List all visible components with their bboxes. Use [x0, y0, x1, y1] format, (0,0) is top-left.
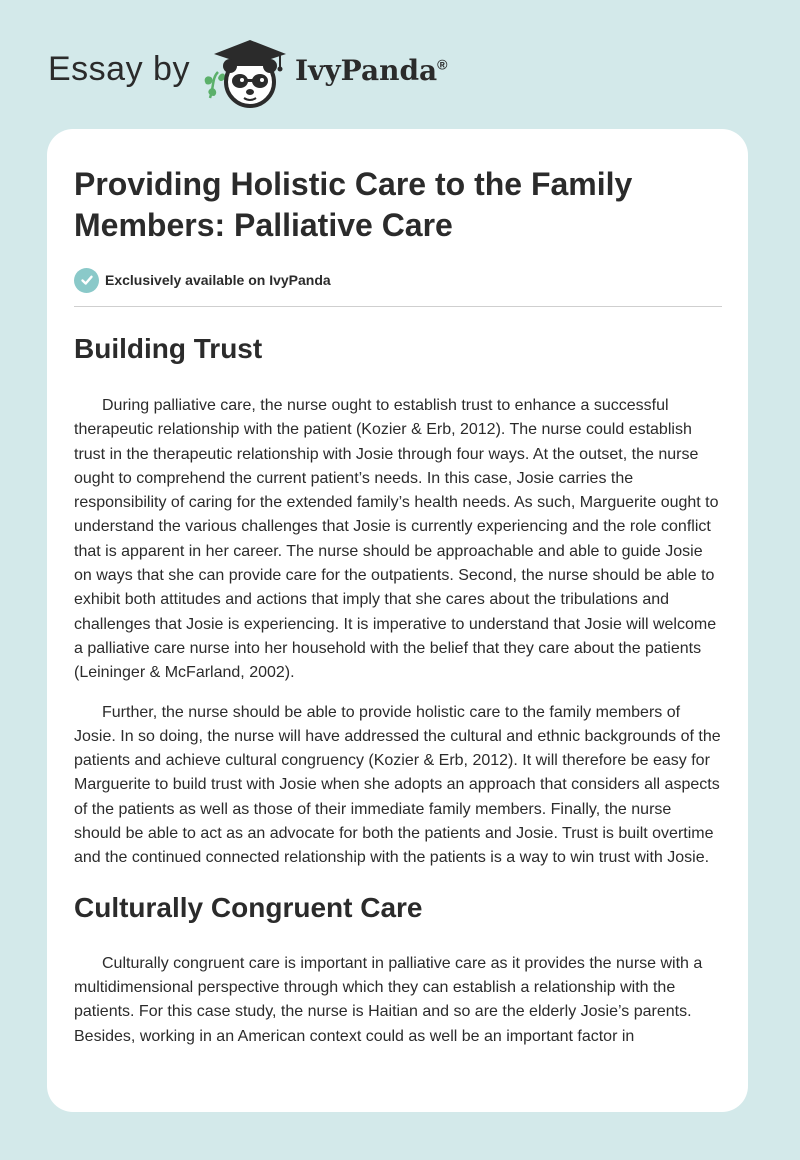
brand-name[interactable]: IvyPanda®: [295, 54, 448, 87]
section-culturally-congruent-care: [74, 891, 722, 1049]
panda-logo-icon[interactable]: [200, 38, 290, 110]
paragraph: Further, the nurse should be able to provide holistic care to the family members of Josie. In so doing, the nurse will have addressed the cultural and ethnic backgrounds of the patients and achieve cultural congruency (Kozier & Erb, 2012). It will therefore be easy for Marguerite to build trust with Josie when she adopts an approach that considers all aspects of the patients as well as those of their immediate family members. Finally, the nurse should be able to act as an advocate for both the patients and Josie. Trust is built overtime and the continued connected relationship with the patients is a way to win trust with Josie.: [74, 703, 721, 867]
section-building-trust: [74, 332, 722, 871]
page-title: Providing Holistic Care to the Family Members: Palliative Care: [74, 166, 633, 243]
registered-mark: ®: [437, 56, 448, 73]
check-icon: [74, 268, 99, 293]
exclusive-badge: [74, 266, 722, 294]
section-heading: Culturally Congruent Care: [74, 891, 423, 923]
badge-label: Exclusively available on IvyPanda: [105, 272, 331, 288]
paragraph: Culturally congruent care is important in palliative care as it provides the nurse with a multidimensional perspective through which they can establish a relationship with the patients. For this case study, the nurse is Haitian and so are the elderly Josie’s parents. Besides, working in an American context could as well be an important factor in: [74, 954, 703, 1045]
brand-header: [46, 38, 466, 110]
divider: [74, 306, 722, 307]
paragraph: During palliative care, the nurse ought to establish trust to enhance a successful therapeutic relationship with the patient (Kozier & Erb, 2012). The nurse could establish trust in the therapeutic relationship with Josie through four ways. At the outset, the nurse ought to comprehend the current patient’s needs. In this case, Josie carries the responsibility of caring for the extended family’s health needs. As such, Marguerite ought to understand the various challenges that Josie is currently experiencing and the role conflict that is apparent in her career. The nurse should be approachable and able to guide Josie on ways that she can provide care for the outpatients. Second, the nurse should be able to exhibit both attitudes and actions that imply that she cares about the tribulations and challenges that Josie is experiencing. It is imperative to understand that Josie will welcome a palliative care nurse into her household with the belief that they care about the patients (Leininger & McFarland, 2002).: [74, 397, 719, 682]
section-heading: Building Trust: [74, 333, 263, 364]
essay-content: [74, 164, 722, 1049]
essay-card: [47, 129, 748, 1112]
brand-prefix: Essay by: [48, 50, 190, 88]
